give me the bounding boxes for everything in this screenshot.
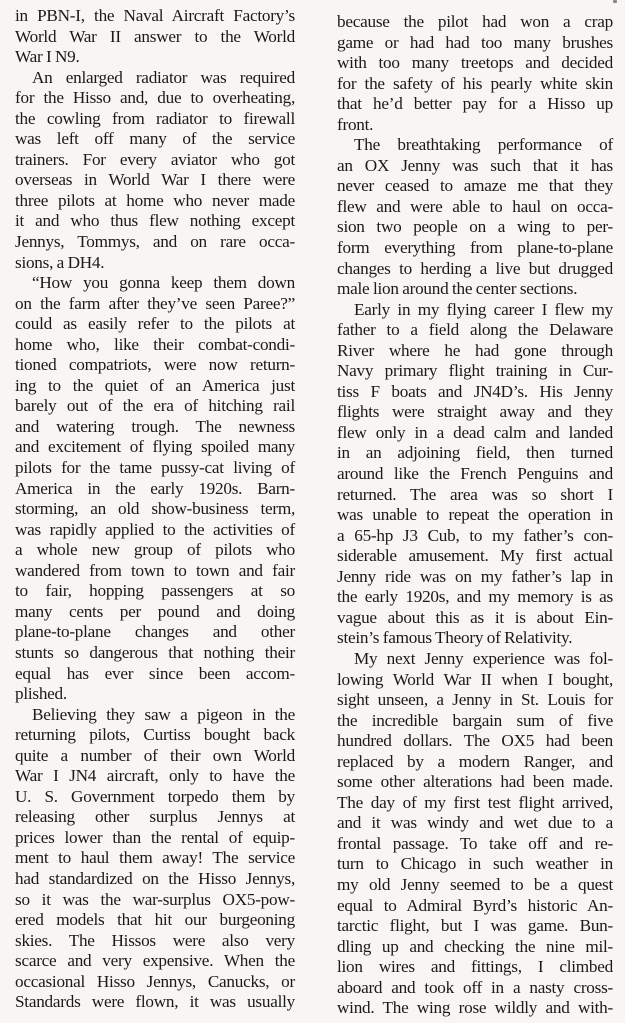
text-line: prices lower than the rental of equip- [15, 827, 295, 847]
text-line: overseas in World War I there were [15, 170, 295, 190]
text-line: flew and were able to haul on occa- [337, 196, 613, 216]
text-line: in an adjoining field, then turned [337, 443, 613, 463]
paragraph [337, 300, 613, 649]
text-line: changes to herding a live but drugged [337, 258, 613, 278]
text-line: a whole new group of pilots who [15, 540, 295, 560]
text-line: in PBN-I, the Naval Aircraft Factory’s [15, 6, 295, 25]
text-line: had standardized on the Hisso Jennys, [15, 868, 295, 888]
text-line: lowing World War II when I bought, [337, 669, 613, 689]
text-line: and it was windy and wet due to a [337, 813, 613, 833]
paragraph [15, 6, 295, 68]
text-line: quite a number of their own World [15, 745, 295, 765]
text-line: three pilots at home who never made [15, 190, 295, 210]
paragraph [337, 135, 613, 299]
text-line: front. [337, 114, 374, 134]
text-line: dling up and checking the nine mil- [337, 936, 613, 956]
text-line: stein’s famous Theory of Relativity. [337, 628, 573, 648]
text-line: because the pilot had won a crap [337, 12, 613, 31]
text-line: form everything from plane-to-plane [337, 238, 613, 258]
text-line: on the farm after they’ve seen Paree?” [15, 293, 295, 313]
text-line: replaced by a modern Ranger, and [337, 751, 613, 771]
text-line: it and who thus flew nothing except [15, 211, 295, 231]
text-line: flights were straight away and they [337, 402, 613, 422]
text-line: returning pilots, Curtiss bought back [15, 725, 295, 745]
text-line: storming, an old show-business term, [15, 499, 295, 519]
text-line: Standards were flown, it was usually [15, 992, 295, 1012]
text-line: hundred dollars. The OX5 had been [337, 731, 613, 751]
text-line: vague about this as it is about Ein- [337, 607, 613, 627]
text-line: stunts so dangerous that nothing their [15, 642, 295, 662]
text-line: Navy primary flight training in Cur- [337, 361, 613, 381]
paragraph [15, 273, 295, 704]
text-line: equal has ever since been accom- [15, 663, 295, 683]
text-line: siderable amusement. My first actual [337, 546, 613, 566]
text-line: and excitement of flying spoiled many [15, 437, 295, 457]
text-line: father to a field along the Delaware [337, 320, 613, 340]
paragraph [15, 68, 295, 273]
text-line: pilots for the tame pussy-cat living of [15, 458, 295, 478]
text-line: was left off many of the service [15, 129, 295, 149]
text-line: plane-to-plane changes and other [15, 622, 295, 642]
text-line: male lion around the center sections. [337, 279, 578, 299]
text-line: War I JN4 aircraft, only to have the [15, 766, 295, 786]
text-line: the early 1920s, and my memory is as [337, 587, 613, 607]
text-line: lion wires and fittings, I climbed [337, 957, 613, 977]
text-line: trainers. For every aviator who got [15, 149, 295, 169]
text-line: could as easily refer to the pilots at [15, 314, 295, 334]
text-line: tarctic flight, but I was game. Bun- [337, 916, 613, 936]
text-line: many cents per pound and doing [15, 601, 295, 621]
text-line: My next Jenny experience was fol- [354, 648, 613, 668]
text-line: an OX Jenny was such that it has [337, 155, 613, 175]
text-line: frontal passage. To take off and re- [337, 833, 613, 853]
text-line: Jennys, Tommys, and on rare occa- [15, 232, 295, 252]
page-speck [613, 0, 617, 3]
text-line: tioned compatriots, were now return- [15, 355, 295, 375]
text-line: and watering trough. The newness [15, 416, 295, 436]
text-line: War I N9. [15, 47, 80, 67]
text-line: Believing they saw a pigeon in the [32, 704, 295, 724]
text-line: home who, like their combat-condi- [15, 334, 295, 354]
text-line: equal to Admiral Byrd’s historic An- [337, 895, 613, 915]
paragraph [337, 12, 613, 135]
text-line: Early in my flying career I flew my [354, 299, 613, 319]
text-line: game or had had too many brushes [337, 32, 613, 52]
text-line: to fair, hopping passengers at so [15, 581, 295, 601]
text-line: was unable to repeat the operation in [337, 505, 613, 525]
text-line: “How you gonna keep them down [32, 273, 295, 293]
text-line: with too many treetops and decided [337, 53, 613, 73]
text-line: ing to the quiet of an America just [15, 375, 295, 395]
text-line: barely out of the era of hitching rail [15, 396, 295, 416]
text-line: aboard and took off in a nasty cross- [337, 977, 613, 997]
text-line: tiss F boats and JN4D’s. His Jenny [337, 381, 613, 401]
text-line: sions, a DH4. [15, 252, 105, 272]
text-line: the cowling from radiator to firewall [15, 108, 295, 128]
text-line: wind. The wing rose wildly and with- [337, 998, 613, 1018]
text-line: some other alterations had been made. [337, 772, 613, 792]
text-line: plished. [15, 684, 67, 704]
text-line: turn to Chicago in such weather in [337, 854, 613, 874]
text-line: flew only in a dead calm and landed [337, 422, 613, 442]
text-line: never ceased to amaze me that they [337, 176, 613, 196]
text-line: The day of my first test flight arrived, [337, 792, 613, 812]
text-line: for the safety of his pearly white skin [337, 73, 613, 93]
text-line: U. S. Government torpedo them by [15, 786, 295, 806]
text-line: sight unseen, a Jenny in St. Louis for [337, 690, 613, 710]
text-line: around like the French Penguins and [337, 464, 613, 484]
text-line: returned. The area was so short I [337, 484, 613, 504]
text-line: for the Hisso and, due to overheating, [15, 88, 295, 108]
text-line: Jenny ride was on my father’s lap in [337, 566, 613, 586]
text-line: sion two people on a wing to per- [337, 217, 613, 237]
text-line: ered models that hit our burgeoning [15, 910, 295, 930]
text-line: skies. The Hissos were also very [15, 930, 295, 950]
text-line: my old Jenny seemed to be a quest [337, 874, 613, 894]
text-line: that he’d better pay for a Hisso up [337, 94, 613, 114]
text-line: occasional Hisso Jennys, Canucks, or [15, 971, 295, 991]
text-line: The breathtaking performance of [354, 135, 613, 155]
text-line: scarce and very expensive. When the [15, 951, 295, 971]
text-line: An enlarged radiator was required [32, 67, 295, 87]
text-line: was rapidly applied to the activities of [15, 519, 295, 539]
text-line: releasing other surplus Jennys at [15, 807, 295, 827]
text-line: wandered from town to town and fair [15, 560, 295, 580]
text-line: World War II answer to the World [15, 26, 295, 46]
paragraph [337, 649, 613, 1019]
paragraph [15, 705, 295, 1013]
text-line: the incredible bargain sum of five [337, 710, 613, 730]
text-column-right [337, 12, 613, 1019]
text-line: River where he had gone through [337, 340, 613, 360]
text-line: ment to haul them away! The service [15, 848, 295, 868]
text-line: a 65-hp J3 Cub, to my father’s con- [337, 525, 613, 545]
text-column-left [15, 6, 295, 1013]
text-line: America in the early 1920s. Barn- [15, 478, 295, 498]
text-line: so it was the war-surplus OX5-pow- [15, 889, 295, 909]
